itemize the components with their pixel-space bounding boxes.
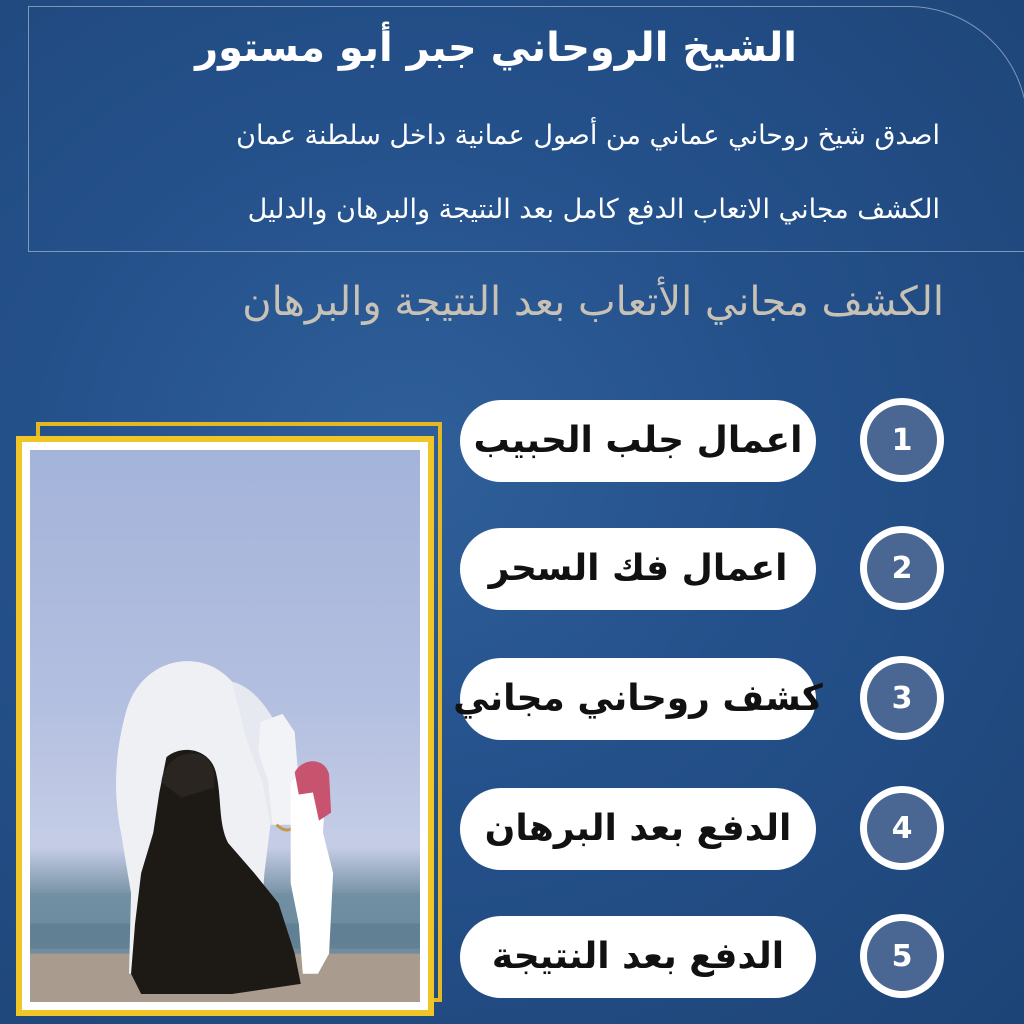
header-description-line-1: اصدق شيخ روحاني عماني من أصول عمانية داخل سلطنة عمان [236, 120, 940, 151]
horse-photo [30, 450, 420, 1002]
number-badge [860, 914, 944, 998]
service-label: الدفع بعد النتيجة [491, 936, 785, 977]
service-item-4 [468, 786, 944, 870]
service-item-5 [468, 914, 944, 998]
gold-frame-inner [16, 436, 434, 1016]
service-pill [453, 658, 823, 740]
number-badge-inner: 2 [867, 533, 937, 603]
number-badge-inner: 5 [867, 921, 937, 991]
service-label: اعمال فك السحر [488, 548, 788, 589]
service-pill [460, 400, 816, 482]
page-title: الشيخ الروحاني جبر أبو مستور [195, 25, 797, 71]
horse-scene-illustration [30, 450, 420, 1002]
service-pill [460, 916, 816, 998]
number-badge-inner: 3 [867, 663, 937, 733]
service-item-2 [468, 526, 944, 610]
subtitle: الكشف مجاني الأتعاب بعد النتيجة والبرهان [242, 279, 944, 325]
number-badge [860, 398, 944, 482]
number-badge-inner: 1 [867, 405, 937, 475]
service-label: الدفع بعد البرهان [484, 808, 792, 849]
service-pill [460, 528, 816, 610]
number-badge [860, 656, 944, 740]
service-item-1 [468, 398, 944, 482]
number-badge [860, 526, 944, 610]
service-pill [460, 788, 816, 870]
service-item-3 [453, 656, 944, 740]
service-label: كشف روحاني مجاني [453, 678, 823, 719]
number-badge [860, 786, 944, 870]
header-description-line-2: الكشف مجاني الاتعاب الدفع كامل بعد النتيجة والبرهان والدليل [247, 194, 940, 225]
service-label: اعمال جلب الحبيب [473, 420, 803, 461]
number-badge-inner: 4 [867, 793, 937, 863]
